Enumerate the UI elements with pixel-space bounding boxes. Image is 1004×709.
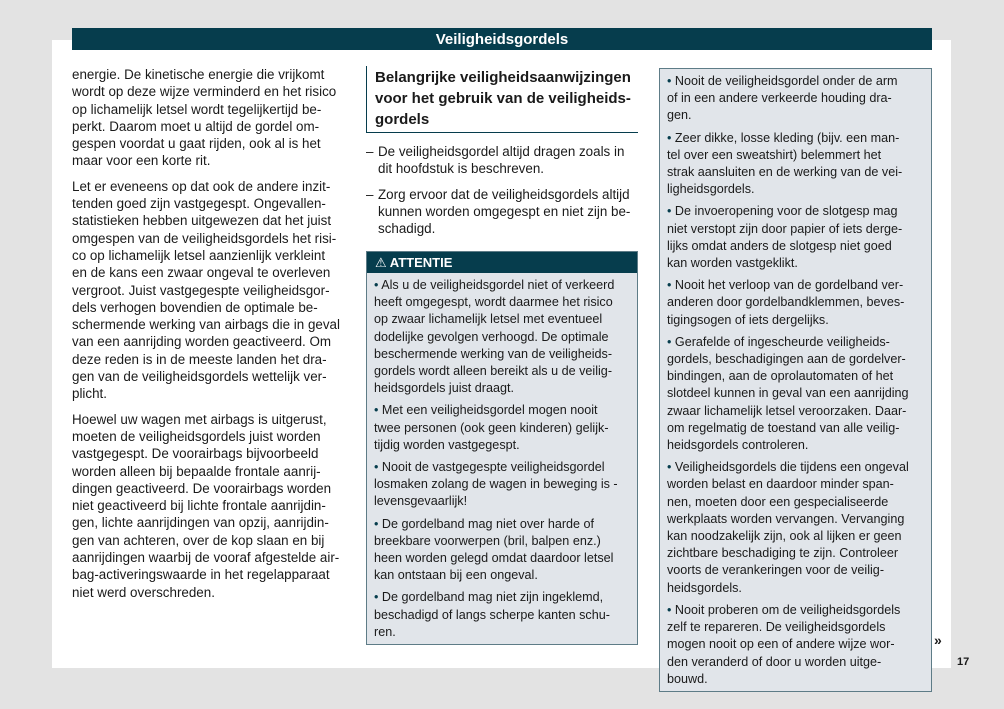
dash-icon: – [366, 186, 374, 202]
text-line: vastgegespt. De voorairbags bijvoorbeeld [72, 446, 319, 462]
text-span: De gordelband mag niet zijn ingeklemd, [381, 590, 604, 605]
text-line: zwaar lichamelijk letsel veroorzaken. Daar- [667, 403, 907, 418]
attention-list-continued [667, 73, 924, 688]
dash-icon: – [366, 144, 374, 159]
text-span: Nooit de veiligheidsgordel onder de arm [674, 74, 898, 88]
paragraph [72, 66, 348, 170]
warning-item [667, 602, 924, 688]
attention-header [367, 252, 637, 273]
text-line: Hoewel uw wagen met airbags is uitgerust, [72, 411, 327, 427]
warning-item [667, 73, 924, 125]
instruction-list [366, 143, 638, 237]
warning-item [374, 589, 630, 641]
text-span: Als u de veiligheidsgordel niet of verkeerd [381, 278, 615, 292]
text-line: maar voor een korte rit. [72, 153, 211, 169]
text-line [374, 459, 630, 476]
text-span: Nooit proberen om de veiligheidsgordels [674, 602, 901, 617]
text-line: deze reden is in de meeste landen het dra- [72, 351, 327, 367]
text-span: Nooit het verloop van de gordelband ver- [674, 278, 904, 293]
text-span: Gerafelde of ingescheurde veiligheids- [674, 334, 890, 349]
text-span: Veiligheidsgordels die tijdens een ongeval [674, 460, 909, 475]
text-line: worden belast en daardoor minder span- [667, 477, 894, 492]
text-line: kunnen worden omgegespt en niet zijn be- [378, 203, 631, 219]
paragraph [72, 411, 348, 601]
text-line: tel over een sweatshirt) belemmert het [667, 147, 882, 162]
paragraph [72, 178, 348, 403]
text-line [667, 73, 924, 90]
text-span: Nooit de vastgegespte veiligheidsgordel [381, 460, 605, 475]
text-line: ligheidsgordels. [667, 182, 755, 197]
text-line: dingen geactiveerd. De voorairbags worden [72, 480, 332, 496]
text-span: Met een veiligheidsgordel mogen nooit [381, 403, 598, 418]
attention-box-continued [659, 68, 932, 692]
text-line [667, 203, 924, 220]
text-line: gordels wordt alleen bereikt als u de veilig- [374, 364, 613, 379]
bullet-icon: • [667, 130, 672, 145]
text-line: gen van de veiligheidsgordels wettelijk ver- [72, 369, 327, 385]
bullet-icon: • [374, 278, 379, 292]
text-line: heeft omgegespt, wordt daarmee het risico [374, 295, 613, 310]
text-line: kan ontstaan bij een ongeval. [374, 568, 538, 583]
text-line [667, 130, 924, 147]
text-line: op zwaar lichamelijk letsel met eventueel [374, 312, 603, 327]
text-span: De gordelband mag niet over harde of [381, 516, 595, 531]
text-line: van een aanrijding worden geactiveerd. Om [72, 334, 332, 350]
text-line: gordels [375, 111, 430, 128]
text-line: kan noodzakelijk zijn, ook al lijken er geen [667, 529, 902, 544]
bullet-icon: • [374, 590, 379, 605]
text-line: statistieken hebben uitgewezen dat het juist [72, 213, 332, 229]
text-line: gen van achteren, over de kop slaan en bij [72, 532, 325, 548]
warning-item [374, 459, 630, 511]
instruction-item [366, 186, 638, 238]
text-line: den veranderd of door u worden uitge- [667, 654, 882, 669]
text-line: beschadigd of langs scherpe kanten schu- [374, 607, 610, 622]
warning-item [374, 402, 630, 454]
text-line: voorts de verankeringen voor de veilig- [667, 563, 885, 578]
text-line: plicht. [72, 386, 107, 402]
bullet-icon: • [667, 278, 672, 293]
text-line [667, 277, 924, 294]
text-line: losmaken zolang de wagen in beweging is - [374, 477, 618, 492]
text-line: energie. De kinetische energie die vrijkomt [72, 67, 325, 82]
text-line: gespen voordat u gaat rijden, ook al is het [72, 136, 321, 152]
text-span: De invoeropening voor de slotgesp mag [674, 204, 898, 219]
text-line: nen, moeten door een gespecialiseerde [667, 494, 889, 509]
text-line [374, 277, 630, 294]
text-line: strak aansluiten en de werking van de vei- [667, 165, 903, 180]
text-line: niet verstopt zijn door papier of iets derge- [667, 221, 903, 236]
text-line: dit hoofdstuk is beschreven. [378, 161, 544, 177]
text-line: dels verhogen bovendien de optimale be- [72, 299, 318, 315]
attention-box [366, 251, 638, 645]
text-line: ren. [374, 624, 396, 639]
text-line: De veiligheidsgordel altijd dragen zoals in [378, 144, 625, 159]
section-header: Veiligheidsgordels [72, 28, 932, 50]
text-line: mogen nooit op een of andere wijze wor- [667, 637, 895, 652]
bullet-icon: • [667, 602, 672, 617]
text-line: op lichamelijk letsel wordt tegelijkertijd be- [72, 101, 322, 117]
text-line: dodelijke gevolgen verhoogd. De optimale [374, 329, 609, 344]
attention-list [374, 277, 630, 641]
text-line: vergroot. Juist vastgegespte veiligheidsgor- [72, 282, 330, 298]
text-line: levensgevaarlijk! [374, 494, 468, 509]
text-line: voor het gebruik van de veiligheids- [375, 90, 631, 107]
page-number: 17 [957, 656, 970, 668]
column-safety-instructions [366, 66, 638, 245]
text-line: of in een andere verkeerde houding dra- [667, 91, 892, 106]
bullet-icon: • [667, 334, 672, 349]
text-line [374, 402, 630, 419]
warning-item [667, 334, 924, 454]
text-line: omgespen van de veiligheidsgordels het risi- [72, 230, 337, 246]
text-line: bindingen, aan de oprolautomaten of het [667, 369, 894, 384]
text-line: Zorg ervoor dat de veiligheidsgordels altijd [378, 186, 630, 202]
warning-item [667, 459, 924, 597]
continued-marker: » [934, 632, 942, 648]
text-line [667, 334, 924, 351]
text-line: om regelmatig de toestand van alle veilig- [667, 420, 900, 435]
text-line: schermende werking van airbags die in geval [72, 317, 340, 333]
text-line: breekbare voorwerpen (bril, balpen enz.) [374, 533, 601, 548]
text-line: tenden goed zijn vastgegespt. Ongevallen- [72, 196, 326, 212]
warning-item [667, 203, 924, 272]
text-line: beschermende werking van de veiligheids- [374, 346, 613, 361]
text-line: moeten de veiligheidsgordels juist worden [72, 428, 321, 444]
text-line [374, 589, 630, 606]
text-line [374, 516, 630, 533]
warning-item [667, 277, 924, 329]
text-line: heidsgordels juist draagt. [374, 381, 515, 396]
column-intro-text [72, 66, 348, 609]
text-line: kan worden vastgeklikt. [667, 256, 798, 271]
text-line: gordels, beschadigingen aan de gordelver- [667, 352, 906, 367]
bullet-icon: • [667, 460, 672, 475]
text-line: perkt. Daarom moet u altijd de gordel om- [72, 118, 320, 134]
text-line: zelf te repareren. De veiligheidsgordels [667, 620, 886, 635]
text-line: niet geactiveerd bij lichte frontale aanrijdin- [72, 498, 326, 514]
text-line: slotdeel kunnen in geval van een aanrijding [667, 386, 909, 401]
bullet-icon: • [374, 403, 379, 418]
text-line: worden alleen bij bepaalde frontale aanrij- [72, 463, 321, 479]
text-line: en de kans een zwaar ongeval te overleven [72, 265, 331, 281]
warning-item [667, 130, 924, 199]
text-line: tigingsogen of iets dergelijks. [667, 312, 829, 327]
text-line: gen. [667, 108, 692, 123]
text-line: anderen door gordelbandklemmen, beves- [667, 295, 905, 310]
section-heading [366, 66, 638, 133]
text-line: lijks omdat anders de slotgesp niet goed [667, 238, 892, 253]
text-line: heidsgordels controleren. [667, 438, 809, 453]
text-line: heidsgordels. [667, 580, 742, 595]
bullet-icon: • [667, 74, 672, 88]
text-line: bag-activeringswaarde in het regelapparaat [72, 567, 330, 583]
text-line: wordt op deze wijze verminderd en het risico [72, 84, 337, 100]
text-line: heen worden gelegd omdat daardoor letsel [374, 551, 614, 566]
text-line: co op lichamelijk letsel aanzienlijk verkleint [72, 247, 326, 263]
text-line: schadigd. [378, 221, 436, 237]
instruction-item [366, 143, 638, 178]
text-line [667, 602, 924, 619]
text-line: Belangrijke veiligheidsaanwijzingen [375, 69, 631, 86]
text-span: Zeer dikke, losse kleding (bijv. een man- [674, 130, 900, 145]
text-line: gen, lichte aanrijdingen van opzij, aanrijdin- [72, 515, 329, 531]
text-line: Let er eveneens op dat ook de andere inzit- [72, 178, 331, 194]
bullet-icon: • [374, 516, 379, 531]
text-line: bouwd. [667, 671, 708, 686]
warning-item [374, 277, 630, 397]
text-line: zichtbare beschadiging te zijn. Controleer [667, 546, 899, 561]
warning-triangle-icon: ⚠ [375, 255, 387, 270]
text-line: tijdig worden vastgegespt. [374, 437, 520, 452]
bullet-icon: • [374, 460, 379, 475]
text-line: twee personen (ook geen kinderen) gelijk- [374, 420, 609, 435]
text-line: werkplaats worden vervangen. Vervanging [667, 511, 905, 526]
text-line [667, 459, 924, 476]
attention-title: ATTENTIE [389, 255, 453, 270]
warning-item [374, 516, 630, 585]
bullet-icon: • [667, 204, 672, 219]
text-line: aanrijdingen waarbij de vooraf afgestelde air- [72, 550, 340, 566]
text-line: niet werd overschreden. [72, 584, 215, 600]
